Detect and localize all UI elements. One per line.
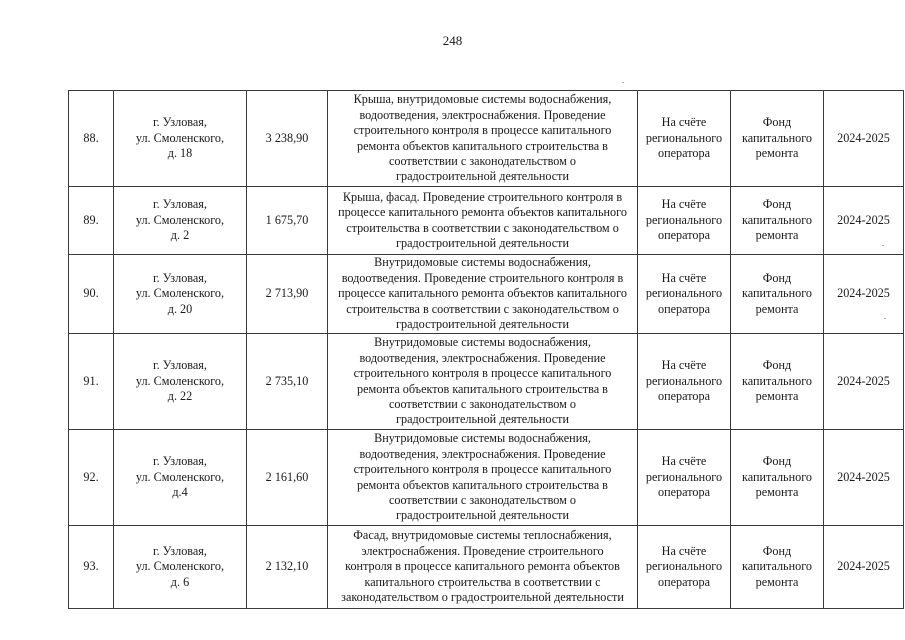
cell-line: Крыша, фасад. Проведение строительного контроля в xyxy=(342,189,623,204)
cell-line: На счёте xyxy=(661,197,707,212)
row-number-cell: 88. xyxy=(69,91,114,187)
cell-line: ремонта xyxy=(755,574,799,589)
row-number-cell: 89. xyxy=(69,187,114,255)
funding-method-cell xyxy=(638,91,731,187)
cell-line: электроснабжения. Проведение строительного xyxy=(361,543,604,558)
address-cell xyxy=(114,91,247,187)
cell-line: строительства в соответствии с законодательством о xyxy=(346,220,619,235)
address-cell xyxy=(114,526,247,609)
page-number: 248 xyxy=(442,33,463,48)
cell-line: капитального xyxy=(741,130,813,145)
cell-line: г. Узловая, xyxy=(153,197,207,212)
period-cell: 2024-2025 xyxy=(824,187,904,255)
period-cell: 2024-2025 xyxy=(824,526,904,609)
address-cell xyxy=(114,430,247,526)
cell-line: д. 6 xyxy=(170,574,190,589)
cell-line: строительного контроля в процессе капитального xyxy=(353,366,612,381)
cell-line: строительного контроля в процессе капитального xyxy=(353,462,612,477)
cell-line: водоотведения. Проведение строительного контроля в xyxy=(341,270,624,285)
cell-line: капитального xyxy=(741,373,813,388)
cell-line: ремонта объектов капитального строительства в xyxy=(357,138,608,153)
cell-line: регионального xyxy=(645,212,723,227)
cell-line: На счёте xyxy=(661,454,707,469)
cell-line: оператора xyxy=(658,574,710,589)
cell-line: Крыша, внутридомовые системы водоснабжения, xyxy=(353,92,612,107)
table-row xyxy=(69,187,904,255)
period-cell: 2024-2025 xyxy=(824,430,904,526)
funding-method-cell xyxy=(638,187,731,255)
area-cell: 2 735,10 xyxy=(247,334,328,430)
cell-line: градостроительной деятельности xyxy=(395,169,570,184)
area-cell: 3 238,90 xyxy=(247,91,328,187)
cell-line: Фонд xyxy=(762,270,792,285)
cell-line: г. Узловая, xyxy=(153,358,207,373)
cell-line: процессе капитального ремонта объектов капитального xyxy=(338,286,627,301)
cell-line: капитального строительства в соответствии с xyxy=(364,574,601,589)
cell-line: На счёте xyxy=(661,115,707,130)
table-row xyxy=(69,255,904,334)
cell-line: градостроительной деятельности xyxy=(395,317,570,332)
cell-line: ул. Смоленского, xyxy=(135,469,225,484)
cell-line: г. Узловая, xyxy=(153,115,207,130)
cell-line: ремонта объектов капитального строительства в xyxy=(357,381,608,396)
cell-line: Внутридомовые системы водоснабжения, xyxy=(374,255,591,270)
area-cell: 2 132,10 xyxy=(247,526,328,609)
cell-line: градостроительной деятельности xyxy=(395,508,570,523)
cell-line: процессе капитального ремонта объектов капитального xyxy=(338,205,627,220)
works-cell xyxy=(328,255,638,334)
table-row xyxy=(69,334,904,430)
cell-line: д.4 xyxy=(172,485,188,500)
cell-line: оператора xyxy=(658,389,710,404)
cell-line: капитального xyxy=(741,559,813,574)
cell-line: ул. Смоленского, xyxy=(135,373,225,388)
cell-line: Фонд xyxy=(762,197,792,212)
cell-line: Фонд xyxy=(762,454,792,469)
row-number-cell: 93. xyxy=(69,526,114,609)
works-cell xyxy=(328,430,638,526)
cell-line: ул. Смоленского, xyxy=(135,212,225,227)
cell-line: соответствии с законодательством о xyxy=(388,153,577,168)
cell-line: На счёте xyxy=(661,270,707,285)
cell-line: ремонта xyxy=(755,301,799,316)
cell-line: водоотведения, электроснабжения. Проведение xyxy=(359,107,606,122)
cell-line: оператора xyxy=(658,485,710,500)
cell-line: регионального xyxy=(645,130,723,145)
cell-line: оператора xyxy=(658,228,710,243)
works-cell xyxy=(328,526,638,609)
cell-line: д. 20 xyxy=(167,301,193,316)
period-cell: 2024-2025 xyxy=(824,91,904,187)
funding-source-cell xyxy=(731,526,824,609)
funding-source-cell xyxy=(731,430,824,526)
cell-line: г. Узловая, xyxy=(153,543,207,558)
cell-line: ул. Смоленского, xyxy=(135,130,225,145)
area-cell: 2 713,90 xyxy=(247,255,328,334)
cell-line: Фасад, внутридомовые системы теплоснабжения, xyxy=(353,528,612,543)
funding-method-cell xyxy=(638,255,731,334)
cell-line: регионального xyxy=(645,373,723,388)
cell-line: На счёте xyxy=(661,543,707,558)
cell-line: Внутридомовые системы водоснабжения, xyxy=(374,335,591,350)
cell-line: ремонта объектов капитального строительства в xyxy=(357,477,608,492)
works-cell xyxy=(328,334,638,430)
cell-line: Фонд xyxy=(762,543,792,558)
cell-line: ремонта xyxy=(755,389,799,404)
cell-line: водоотведения, электроснабжения. Проведение xyxy=(359,350,606,365)
cell-line: Фонд xyxy=(762,115,792,130)
scan-speck xyxy=(622,82,624,83)
funding-source-cell xyxy=(731,91,824,187)
funding-method-cell xyxy=(638,334,731,430)
address-cell xyxy=(114,334,247,430)
area-cell: 2 161,60 xyxy=(247,430,328,526)
table-body xyxy=(69,91,904,609)
cell-line: водоотведения, электроснабжения. Проведение xyxy=(359,446,606,461)
cell-line: капитального xyxy=(741,212,813,227)
table-row xyxy=(69,91,904,187)
cell-line: Фонд xyxy=(762,358,792,373)
cell-line: г. Узловая, xyxy=(153,270,207,285)
cell-line: г. Узловая, xyxy=(153,454,207,469)
cell-line: соответствии с законодательством о xyxy=(388,396,577,411)
cell-line: оператора xyxy=(658,301,710,316)
cell-line: д. 22 xyxy=(167,389,193,404)
period-cell: 2024-2025 xyxy=(824,334,904,430)
cell-line: ул. Смоленского, xyxy=(135,286,225,301)
row-number-cell: 92. xyxy=(69,430,114,526)
funding-method-cell xyxy=(638,430,731,526)
cell-line: законодательством о градостроительной деятельности xyxy=(341,590,624,605)
cell-line: контроля в процессе капитального ремонта объектов xyxy=(345,559,620,574)
address-cell xyxy=(114,187,247,255)
cell-line: регионального xyxy=(645,559,723,574)
cell-line: капитального xyxy=(741,286,813,301)
cell-line: ремонта xyxy=(755,485,799,500)
cell-line: д. 2 xyxy=(170,228,190,243)
cell-line: Внутридомовые системы водоснабжения, xyxy=(374,431,591,446)
address-cell xyxy=(114,255,247,334)
cell-line: строительного контроля в процессе капитального xyxy=(353,123,612,138)
cell-line: градостроительной деятельности xyxy=(395,235,570,250)
area-cell: 1 675,70 xyxy=(247,187,328,255)
cell-line: градостроительной деятельности xyxy=(395,412,570,427)
funding-method-cell xyxy=(638,526,731,609)
funding-source-cell xyxy=(731,255,824,334)
repair-program-table xyxy=(68,90,904,609)
funding-source-cell xyxy=(731,187,824,255)
cell-line: капитального xyxy=(741,469,813,484)
row-number-cell: 90. xyxy=(69,255,114,334)
cell-line: ул. Смоленского, xyxy=(135,559,225,574)
row-number-cell: 91. xyxy=(69,334,114,430)
funding-source-cell xyxy=(731,334,824,430)
cell-line: д. 18 xyxy=(167,146,193,161)
scan-speck xyxy=(884,318,886,319)
cell-line: регионального xyxy=(645,286,723,301)
cell-line: соответствии с законодательством о xyxy=(388,492,577,507)
works-cell xyxy=(328,91,638,187)
table-row xyxy=(69,526,904,609)
works-cell xyxy=(328,187,638,255)
cell-line: строительства в соответствии с законодательством о xyxy=(346,301,619,316)
table-row xyxy=(69,430,904,526)
scan-speck xyxy=(882,245,884,246)
period-cell: 2024-2025 xyxy=(824,255,904,334)
cell-line: ремонта xyxy=(755,228,799,243)
cell-line: регионального xyxy=(645,469,723,484)
cell-line: На счёте xyxy=(661,358,707,373)
cell-line: ремонта xyxy=(755,146,799,161)
cell-line: оператора xyxy=(658,146,710,161)
